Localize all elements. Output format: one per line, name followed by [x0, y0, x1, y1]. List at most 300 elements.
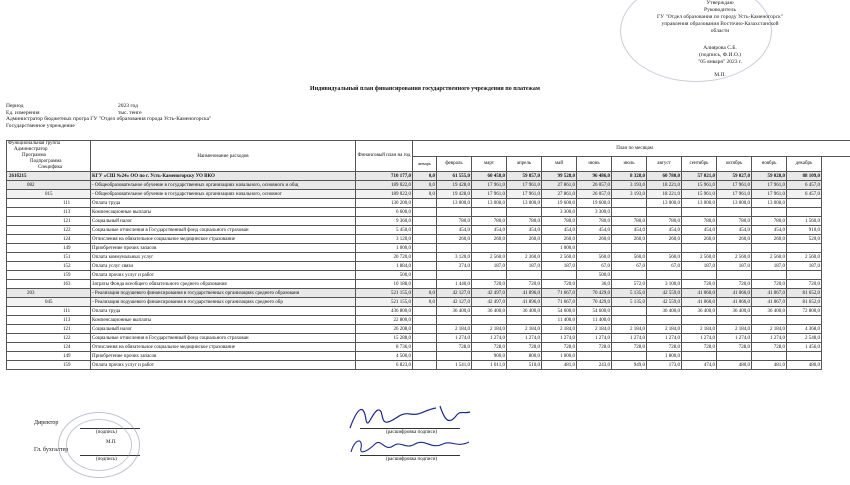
row-month-value: 18 221,0	[647, 190, 682, 199]
row-month-value: 454,0	[507, 226, 542, 235]
row-month-value: 96 486,0	[577, 172, 612, 181]
row-annual: 1 000,0	[356, 244, 413, 253]
row-name: Социальные отчисления в Государственный фонд социального страхован	[91, 226, 356, 235]
row-month-value: 42 559,0	[647, 298, 682, 307]
row-month-value: 243,0	[577, 361, 612, 370]
row-month-value: 780,0	[542, 217, 577, 226]
header-func: Функциональная группа	[8, 141, 61, 146]
table-row	[7, 280, 850, 289]
row-annual: 710 177,0	[356, 172, 413, 181]
director-signature	[340, 400, 490, 435]
row-code: 113	[7, 208, 91, 217]
row-month-value	[507, 316, 542, 325]
meta-label: Ед. измерения	[6, 109, 40, 116]
row-month-value: 2 548,0	[787, 334, 822, 343]
row-month-value: 17 961,0	[472, 190, 507, 199]
approval-line: "05 января" 2023 г.	[698, 59, 742, 65]
row-month-value: 2 560,0	[542, 253, 577, 262]
row-month-value: 17 961,0	[507, 190, 542, 199]
row-month-value: 560,0	[577, 253, 612, 262]
row-month-value	[577, 244, 612, 253]
row-month-value: 2 184,0	[752, 325, 787, 334]
row-month-value	[647, 271, 682, 280]
row-month-value	[752, 244, 787, 253]
table-row	[7, 361, 850, 370]
row-month-value: 99 528,0	[542, 172, 577, 181]
row-month-value: 67,0	[612, 262, 647, 271]
row-month-value: 2 184,0	[647, 325, 682, 334]
row-month-value: 780,0	[682, 217, 717, 226]
row-month-value: 60 780,0	[647, 172, 682, 181]
row-month-value: 1 274,0	[717, 334, 752, 343]
row-month-value	[437, 316, 472, 325]
row-name: Отчисления на обязательное социальное медицинское страхование	[91, 235, 356, 244]
row-month-value: 260,0	[577, 235, 612, 244]
row-month-value: 260,0	[437, 235, 472, 244]
row-annual: 15 288,0	[356, 334, 413, 343]
row-month-value: 728,0	[507, 343, 542, 352]
row-month-value: 454,0	[647, 226, 682, 235]
row-month-value: 42 497,0	[472, 289, 507, 298]
row-code: 152	[7, 262, 91, 271]
meta-label: Период	[6, 103, 24, 109]
row-name: КГУ «СШ №24» ОО по г. Усть-Каменогорску УО ВКО	[91, 172, 356, 181]
row-month-value: 13 000,0	[437, 199, 472, 208]
row-month-value: 17 961,0	[717, 190, 752, 199]
row-month-value: 2 184,0	[507, 325, 542, 334]
row-month-value: 36 400,0	[682, 307, 717, 316]
row-month-value: 19 600,0	[542, 199, 577, 208]
row-month-value: 36,0	[577, 280, 612, 289]
row-month-value: 17 961,0	[507, 181, 542, 190]
row-month-value: 42 559,0	[647, 289, 682, 298]
row-name: Приобретение прочих запасов	[91, 352, 356, 361]
month-header: декабрь	[787, 156, 822, 172]
row-month-value: 2 560,0	[682, 253, 717, 262]
month-header: март	[472, 156, 507, 172]
row-month-value: 81 652,0	[787, 298, 822, 307]
row-month-value: 720,0	[472, 280, 507, 289]
approval-line: области	[710, 28, 730, 34]
row-month-value: 720,0	[507, 280, 542, 289]
row-annual: 9 360,0	[356, 217, 413, 226]
table-row	[7, 316, 850, 325]
meta-row	[6, 123, 211, 130]
row-month-value: 2 184,0	[717, 325, 752, 334]
row-month-value	[413, 316, 437, 325]
row-month-value	[472, 271, 507, 280]
row-month-value	[507, 271, 542, 280]
row-month-value	[542, 271, 577, 280]
row-month-value	[437, 208, 472, 217]
row-month-value: 13 000,0	[682, 199, 717, 208]
row-month-value: 728,0	[472, 343, 507, 352]
row-name: - Общеобразовательное обучение в государственных организациях начального, основного и общ	[91, 181, 356, 190]
row-month-value	[507, 244, 542, 253]
row-code: 113	[7, 316, 91, 325]
row-month-value: 480,0	[787, 361, 822, 370]
row-month-value: 2 560,0	[787, 253, 822, 262]
row-month-value	[472, 316, 507, 325]
row-month-value: 720,0	[717, 280, 752, 289]
row-name: Оплата услуг связи	[91, 262, 356, 271]
approval-line: Алиярова С.Б.	[703, 45, 737, 51]
row-month-value: 2 184,0	[577, 325, 612, 334]
row-month-value	[413, 217, 437, 226]
row-month-value	[413, 361, 437, 370]
row-month-value: 27 861,0	[542, 181, 577, 190]
header-admin: Администратор	[14, 147, 48, 152]
row-month-value: 480,0	[717, 361, 752, 370]
row-month-value: 1 800,0	[647, 352, 682, 361]
table-row	[7, 352, 850, 361]
row-month-value: 728,0	[752, 343, 787, 352]
row-month-value: 17 961,0	[752, 190, 787, 199]
row-month-value: 11 400,0	[542, 316, 577, 325]
row-month-value: 41 060,0	[682, 298, 717, 307]
row-annual: 130 200,0	[356, 199, 413, 208]
row-month-value: 88 109,0	[787, 172, 822, 181]
row-month-value: 187,0	[717, 262, 752, 271]
row-month-value	[787, 316, 822, 325]
table-row	[7, 199, 850, 208]
meta-value: 2023 год	[118, 103, 138, 109]
row-name: Оплата труда	[91, 199, 356, 208]
row-month-value	[752, 271, 787, 280]
table-row	[7, 262, 850, 271]
row-month-value: 260,0	[752, 235, 787, 244]
row-month-value: 3 120,0	[437, 253, 472, 262]
row-month-value	[612, 307, 647, 316]
row-month-value	[413, 280, 437, 289]
row-month-value: 41 896,0	[507, 289, 542, 298]
row-annual: 1 884,0	[356, 262, 413, 271]
row-annual: 4 500,0	[356, 352, 413, 361]
row-month-value	[612, 199, 647, 208]
month-header: январь	[413, 156, 437, 172]
row-month-value: 13 000,0	[647, 199, 682, 208]
row-month-value: 728,0	[612, 343, 647, 352]
row-month-value: 41 067,0	[752, 298, 787, 307]
row-name: Приобретение прочих запасов	[91, 244, 356, 253]
row-month-value: 728,0	[437, 343, 472, 352]
row-month-value: 59 857,0	[507, 172, 542, 181]
row-month-value: 910,0	[787, 226, 822, 235]
row-month-value: 71 667,0	[542, 289, 577, 298]
row-month-value: 15 961,0	[682, 190, 717, 199]
row-month-value	[682, 271, 717, 280]
row-month-value: 260,0	[472, 235, 507, 244]
row-name: Оплата труда	[91, 307, 356, 316]
row-code: 122	[7, 334, 91, 343]
row-month-value	[413, 235, 437, 244]
row-month-value: 260,0	[612, 235, 647, 244]
table-row	[7, 253, 850, 262]
row-month-value	[682, 316, 717, 325]
row-annual: 6 823,0	[356, 361, 413, 370]
row-code: 163	[7, 280, 91, 289]
row-month-value: 728,0	[682, 343, 717, 352]
months-title: План по месяцам	[616, 145, 653, 151]
row-month-value: 0,0	[413, 190, 437, 199]
row-month-value: 54 600,0	[542, 307, 577, 316]
table-row	[7, 181, 850, 190]
row-month-value	[717, 244, 752, 253]
row-name: Социальный налог	[91, 217, 356, 226]
row-month-value: 481,0	[542, 361, 577, 370]
row-month-value	[507, 208, 542, 217]
row-month-value: 454,0	[752, 226, 787, 235]
row-month-value: 0,0	[413, 181, 437, 190]
official-stamp-inner	[66, 419, 132, 471]
row-name: Затраты Фонда всеобщего обязательного среднего образования	[91, 280, 356, 289]
row-annual: 521 155,0	[356, 298, 413, 307]
row-month-value: 4 368,0	[787, 325, 822, 334]
row-month-value: 2 184,0	[472, 325, 507, 334]
row-annual: 189 022,0	[356, 190, 413, 199]
row-month-value: 1 274,0	[507, 334, 542, 343]
row-month-value	[787, 208, 822, 217]
row-month-value: 1 541,0	[437, 361, 472, 370]
row-month-value: 3 300,0	[542, 208, 577, 217]
plan-body	[7, 172, 850, 370]
header-program: Программа	[22, 153, 46, 158]
row-month-value: 19 428,0	[437, 181, 472, 190]
table-row	[7, 244, 850, 253]
row-month-value: 780,0	[752, 217, 787, 226]
row-month-value: 572,0	[612, 280, 647, 289]
row-name: Социальный налог	[91, 325, 356, 334]
table-row	[7, 190, 850, 199]
row-code: 111	[7, 199, 91, 208]
row-month-value: 13 000,0	[507, 199, 542, 208]
row-name: Компенсационные выплаты	[91, 208, 356, 217]
row-month-value: 728,0	[647, 343, 682, 352]
row-month-value: 780,0	[507, 217, 542, 226]
row-month-value: 780,0	[612, 217, 647, 226]
row-month-value	[682, 352, 717, 361]
approval-line: ГУ "Отдел образования по городу Усть-Каменогорск"	[657, 14, 783, 20]
accountant-signature	[345, 432, 485, 460]
meta-value: ГУ "Отдел образования города Усть-Каменогорска"	[90, 116, 212, 122]
row-month-value: 5 135,0	[612, 289, 647, 298]
month-header: сентябрь	[682, 156, 717, 172]
stamp-mp: М.П.	[106, 440, 117, 445]
row-code: 159	[7, 271, 91, 280]
row-code: 082	[7, 181, 91, 190]
header-codes	[7, 141, 91, 172]
row-month-value: 61 555,0	[437, 172, 472, 181]
row-month-value: 2 184,0	[682, 325, 717, 334]
accountant-sig-caption: (подпись)	[96, 457, 117, 462]
approval-line: М.П.	[714, 72, 726, 78]
row-month-value: 454,0	[717, 226, 752, 235]
row-month-value	[717, 208, 752, 217]
row-month-value: 1 274,0	[542, 334, 577, 343]
row-month-value	[717, 271, 752, 280]
row-month-value: 1 560,0	[787, 217, 822, 226]
row-code: 261б215	[7, 172, 91, 181]
header-name: Наименование расходов	[91, 141, 356, 172]
row-month-value: 36 400,0	[472, 307, 507, 316]
row-month-value: 71 667,0	[542, 298, 577, 307]
row-month-value	[413, 253, 437, 262]
row-month-value: 560,0	[647, 253, 682, 262]
row-month-value: 260,0	[507, 235, 542, 244]
row-month-value	[413, 199, 437, 208]
row-month-value: 17 961,0	[752, 181, 787, 190]
row-month-value	[752, 208, 787, 217]
month-header: ноябрь	[752, 156, 787, 172]
row-month-value: 67,0	[647, 262, 682, 271]
row-month-value: 5 135,0	[612, 298, 647, 307]
row-month-value: 2 560,0	[752, 253, 787, 262]
row-name: - Реализация подушевого финансирования в государственных организациях среднего образовани	[91, 289, 356, 298]
row-code: 159	[7, 361, 91, 370]
row-month-value	[612, 244, 647, 253]
header-spec: Специфика	[38, 165, 63, 170]
meta-label: Государственное учреждение	[6, 122, 75, 129]
row-month-value: 42 127,0	[437, 289, 472, 298]
row-month-value	[647, 316, 682, 325]
row-month-value: 510,0	[507, 361, 542, 370]
row-month-value	[437, 244, 472, 253]
meta-block	[6, 103, 211, 129]
row-month-value: 42 127,0	[437, 298, 472, 307]
row-month-value: 41 066,0	[717, 289, 752, 298]
director-decode-caption: (расшифровка подписи)	[386, 430, 438, 435]
row-month-value: 36 400,0	[507, 307, 542, 316]
header-months-title	[413, 141, 850, 157]
row-month-value	[612, 352, 647, 361]
row-month-value	[413, 226, 437, 235]
row-annual: 500,0	[356, 271, 413, 280]
month-header: май	[542, 156, 577, 172]
row-annual: 521 155,0	[356, 289, 413, 298]
row-code: 121	[7, 217, 91, 226]
row-month-value: 2 184,0	[612, 325, 647, 334]
row-code: 122	[7, 226, 91, 235]
table-row	[7, 271, 850, 280]
row-month-value	[413, 334, 437, 343]
document-title: Индивидуальный план финансирования государственного учреждения по платежам	[310, 86, 540, 92]
table-row	[7, 172, 850, 181]
row-month-value: 17 961,0	[717, 181, 752, 190]
row-month-value: 187,0	[682, 262, 717, 271]
row-month-value: 454,0	[437, 226, 472, 235]
financing-plan-table	[6, 140, 850, 370]
header-annual: Финансовый план на год	[356, 141, 413, 172]
row-month-value: 81 652,0	[787, 289, 822, 298]
row-month-value: 67,0	[577, 262, 612, 271]
row-month-value: 454,0	[577, 226, 612, 235]
row-month-value: 2 184,0	[542, 325, 577, 334]
row-month-value	[413, 208, 437, 217]
row-month-value: 187,0	[752, 262, 787, 271]
row-month-value: 59 027,0	[717, 172, 752, 181]
row-annual: 10 188,0	[356, 280, 413, 289]
row-month-value: 19 428,0	[437, 190, 472, 199]
row-month-value: 1 274,0	[472, 334, 507, 343]
row-code: 151	[7, 253, 91, 262]
row-month-value	[413, 325, 437, 334]
row-month-value	[472, 244, 507, 253]
row-name: Оплата коммунальных услуг	[91, 253, 356, 262]
row-month-value	[612, 208, 647, 217]
row-month-value: 36 400,0	[717, 307, 752, 316]
approval-line: Утверждаю	[706, 0, 734, 6]
meta-value: тыс. тенге	[118, 109, 142, 116]
row-month-value: 720,0	[752, 280, 787, 289]
row-month-value: 2 184,0	[437, 325, 472, 334]
row-month-value: 3 193,0	[612, 181, 647, 190]
row-month-value: 454,0	[472, 226, 507, 235]
row-month-value: 18 221,0	[647, 181, 682, 190]
row-month-value: 560,0	[612, 253, 647, 262]
meta-label: Администратор бюджетных програ	[6, 116, 89, 122]
row-month-value	[752, 352, 787, 361]
row-month-value: 11 400,0	[577, 316, 612, 325]
row-annual: 189 022,0	[356, 181, 413, 190]
row-month-value: 26 057,0	[577, 190, 612, 199]
row-annual: 8 736,0	[356, 343, 413, 352]
row-month-value: 187,0	[542, 262, 577, 271]
row-month-value: 41 896,0	[507, 298, 542, 307]
row-month-value	[612, 316, 647, 325]
table-row	[7, 325, 850, 334]
row-month-value	[413, 307, 437, 316]
row-month-value: 481,0	[752, 361, 787, 370]
table-row	[7, 235, 850, 244]
row-name: - Общеобразовательное обучение в государственных организациях начального, основног	[91, 190, 356, 199]
row-month-value: 173,0	[647, 361, 682, 370]
row-month-value: 260,0	[647, 235, 682, 244]
row-month-value	[787, 244, 822, 253]
row-month-value	[647, 244, 682, 253]
row-month-value: 780,0	[437, 217, 472, 226]
row-month-value	[413, 244, 437, 253]
row-annual: 22 800,0	[356, 316, 413, 325]
row-month-value: 374,0	[437, 262, 472, 271]
row-month-value: 720,0	[787, 280, 822, 289]
row-annual: 20 720,0	[356, 253, 413, 262]
director-label: Директор	[34, 420, 59, 426]
row-month-value: 780,0	[717, 217, 752, 226]
row-month-value: 19 600,0	[577, 199, 612, 208]
row-month-value: 260,0	[682, 235, 717, 244]
row-code: 149	[7, 244, 91, 253]
row-code: 124	[7, 235, 91, 244]
row-month-value: 900,0	[472, 352, 507, 361]
row-month-value: 1 000,0	[542, 352, 577, 361]
row-month-value: 780,0	[647, 217, 682, 226]
row-month-value: 41 060,0	[682, 289, 717, 298]
row-month-value: 26 057,0	[577, 181, 612, 190]
row-code: 124	[7, 343, 91, 352]
row-month-value: 36 400,0	[437, 307, 472, 316]
table-row	[7, 334, 850, 343]
row-month-value: 1 274,0	[437, 334, 472, 343]
accountant-decode-caption: (расшифровка подписи)	[386, 457, 438, 462]
row-month-value: 70 429,0	[577, 289, 612, 298]
row-month-value: 13 000,0	[472, 199, 507, 208]
row-month-value: 728,0	[577, 343, 612, 352]
row-name: Оплата прочих услуг и работ	[91, 271, 356, 280]
row-month-value: 500,0	[577, 271, 612, 280]
row-month-value	[437, 352, 472, 361]
month-header: апрель	[507, 156, 542, 172]
month-header: июль	[612, 156, 647, 172]
